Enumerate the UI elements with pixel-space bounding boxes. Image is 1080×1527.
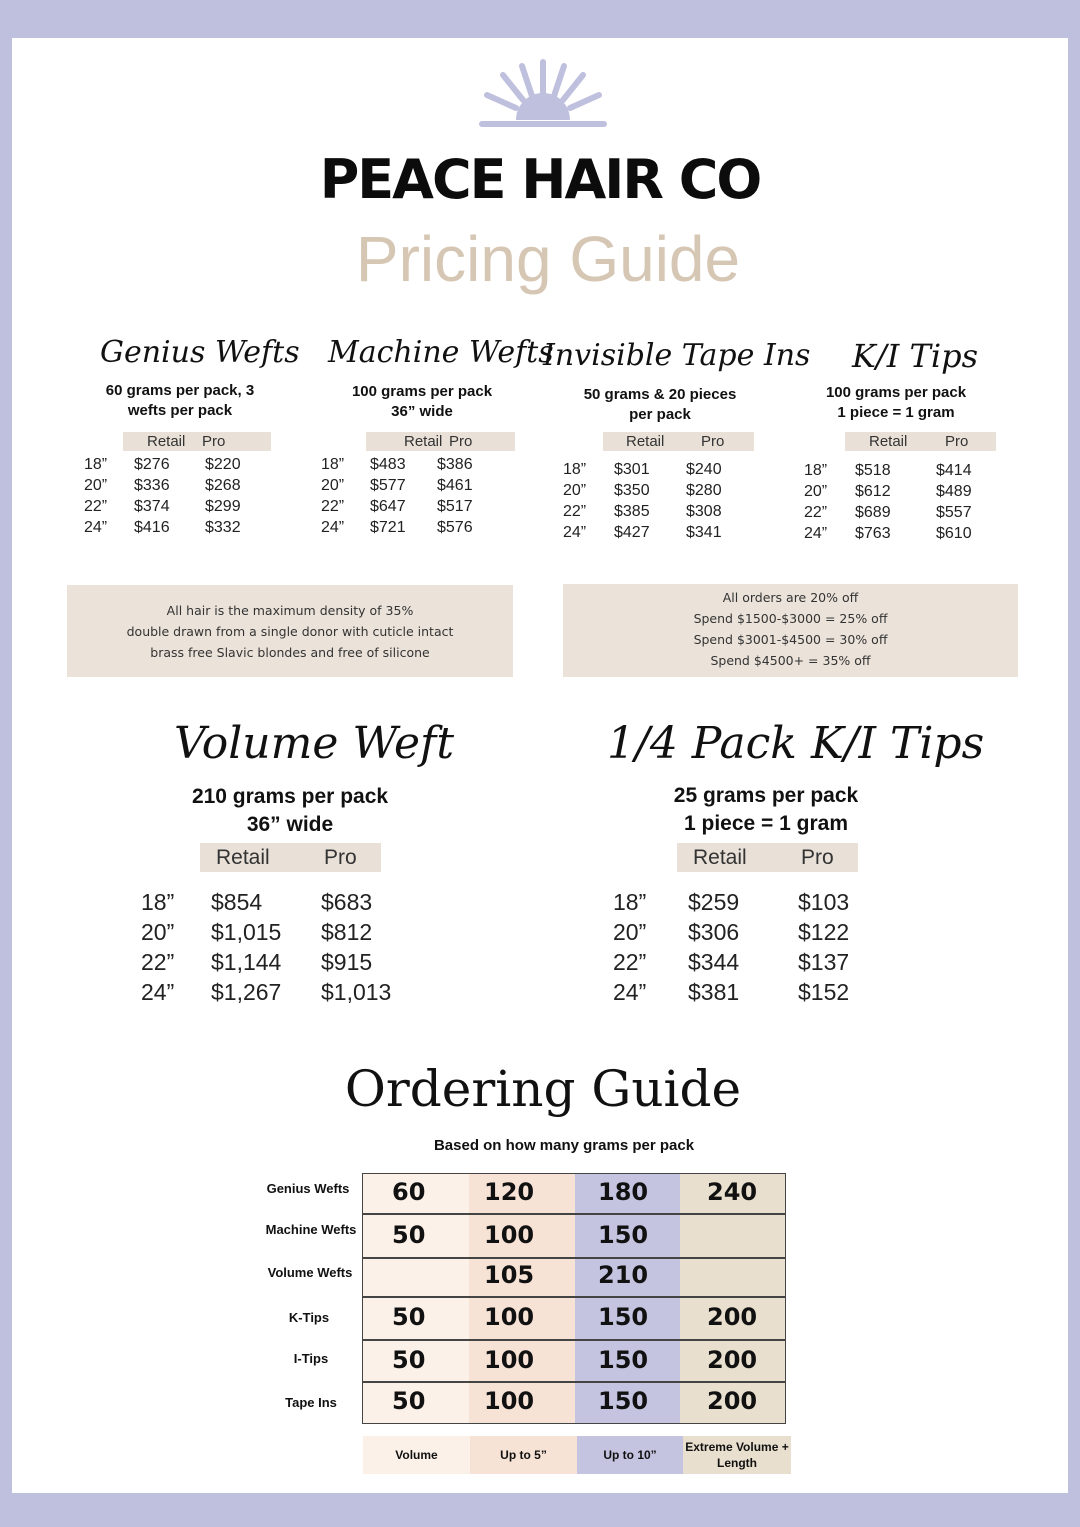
retail-header: Retail: [404, 433, 443, 450]
grid-divider: [362, 1257, 786, 1259]
pro-price: $280: [686, 482, 722, 499]
retail-header: Retail: [216, 846, 270, 869]
retail-price: $381: [688, 979, 740, 1005]
grid-value: 100: [484, 1221, 535, 1249]
price-row: [804, 483, 1064, 503]
retail-price: $301: [614, 461, 650, 478]
note-line: double drawn from a single donor with cuticle intact: [126, 624, 454, 639]
retail-price: $647: [370, 498, 406, 515]
retail-price: $689: [855, 504, 891, 521]
grid-value: 200: [707, 1346, 758, 1374]
length: 20”: [613, 919, 647, 945]
pro-price: $240: [686, 461, 722, 478]
retail-price: $344: [688, 949, 740, 975]
grid-value: 210: [598, 1261, 649, 1289]
price-row: [141, 949, 401, 976]
grid-value: 150: [598, 1221, 649, 1249]
price-row: [141, 889, 401, 916]
grid-value: 200: [707, 1387, 758, 1415]
length: 18”: [84, 456, 108, 473]
ordering-row-label: Machine Wefts: [265, 1222, 357, 1237]
pro-price: $489: [936, 483, 972, 500]
retail-header: Retail: [869, 433, 908, 450]
legend-item: Up to 10”: [577, 1436, 683, 1474]
length: 22”: [321, 498, 345, 515]
price-row: [141, 919, 401, 946]
pro-header: Pro: [324, 846, 357, 869]
length: 24”: [141, 979, 175, 1005]
retail-price: $306: [688, 919, 740, 945]
description-line: 36” wide: [391, 403, 453, 420]
price-row: [804, 462, 1064, 482]
note-line: Spend $4500+ = 35% off: [710, 653, 871, 668]
price-row: [321, 519, 581, 539]
grid-value: 150: [598, 1346, 649, 1374]
length: 18”: [141, 889, 175, 915]
retail-price: $854: [211, 889, 263, 915]
pro-price: $341: [686, 524, 722, 541]
price-row: [321, 456, 581, 476]
grid-value: 60: [392, 1178, 426, 1206]
pro-price: $122: [798, 919, 850, 945]
grid-value: 50: [392, 1346, 426, 1374]
length: 24”: [613, 979, 647, 1005]
retail-price: $259: [688, 889, 740, 915]
product-title: Invisible Tape Ins: [543, 338, 811, 373]
price-row: [321, 477, 581, 497]
price-row: [563, 482, 823, 502]
ordering-row-label: K-Tips: [288, 1310, 330, 1325]
length: 22”: [141, 949, 175, 975]
product-description: [560, 385, 760, 425]
pro-header: Pro: [449, 433, 473, 450]
grid-value: 180: [598, 1178, 649, 1206]
retail-price: $427: [614, 524, 650, 541]
price-row: [804, 525, 1064, 545]
price-header: [845, 432, 996, 451]
grid-value: 150: [598, 1387, 649, 1415]
length: 24”: [321, 519, 345, 536]
pro-price: $683: [321, 889, 373, 915]
price-header: [366, 432, 515, 451]
product-description: [796, 383, 996, 423]
grid-divider: [362, 1296, 786, 1298]
price-row: [141, 979, 401, 1006]
grid-value: 150: [598, 1303, 649, 1331]
price-row: [804, 504, 1064, 524]
grid-value: 240: [707, 1178, 758, 1206]
length: 22”: [563, 503, 587, 520]
note-line: Spend $3001-$4500 = 30% off: [693, 632, 888, 647]
product-description: [322, 382, 522, 422]
length: 24”: [804, 525, 828, 542]
price-row: [84, 519, 344, 539]
description-line: 60 grams per pack, 3: [105, 382, 255, 399]
retail-price: $721: [370, 519, 406, 536]
product-description: [160, 783, 420, 839]
legend-item: Up to 5”: [470, 1436, 577, 1474]
pro-price: $220: [205, 456, 241, 473]
grid-value: 100: [484, 1346, 535, 1374]
pro-price: $308: [686, 503, 722, 520]
grid-value: 50: [392, 1221, 426, 1249]
price-header: [200, 843, 381, 872]
pro-price: $812: [321, 919, 373, 945]
legend-item: Volume: [363, 1436, 470, 1474]
price-row: [613, 889, 873, 916]
length: 22”: [84, 498, 108, 515]
length: 18”: [613, 889, 647, 915]
pro-price: $103: [798, 889, 850, 915]
retail-header: Retail: [147, 433, 186, 450]
grid-value: 100: [484, 1303, 535, 1331]
pro-header: Pro: [945, 433, 969, 450]
retail-header: Retail: [626, 433, 665, 450]
grid-value: 200: [707, 1303, 758, 1331]
description-line: 210 grams per pack: [191, 785, 389, 808]
ordering-row-label: Genius Wefts: [266, 1181, 350, 1196]
page-subtitle: Pricing Guide: [355, 223, 741, 295]
hair-info-note: [67, 585, 513, 677]
ordering-row-label: Tape Ins: [285, 1395, 337, 1410]
brand-title: PEACE HAIR CO: [319, 148, 761, 211]
retail-price: $276: [134, 456, 170, 473]
price-header: [123, 432, 271, 451]
pro-price: $414: [936, 462, 972, 479]
description-line: 50 grams & 20 pieces: [583, 386, 737, 403]
grid-divider: [362, 1381, 786, 1383]
description-line: 1 piece = 1 gram: [683, 812, 848, 835]
grid-value: 50: [392, 1387, 426, 1415]
ordering-guide-subtitle: Based on how many grams per pack: [433, 1137, 695, 1154]
pro-price: $386: [437, 456, 473, 473]
product-title: K/I Tips: [852, 337, 978, 375]
pro-price: $1,013: [321, 979, 392, 1005]
price-row: [321, 498, 581, 518]
pro-header: Pro: [701, 433, 725, 450]
pro-price: $299: [205, 498, 241, 515]
description-line: wefts per pack: [127, 402, 233, 419]
length: 20”: [804, 483, 828, 500]
description-line: 1 piece = 1 gram: [837, 404, 955, 421]
length: 20”: [84, 477, 108, 494]
grid-divider: [362, 1339, 786, 1341]
retail-price: $385: [614, 503, 650, 520]
pro-price: $152: [798, 979, 850, 1005]
price-row: [613, 979, 873, 1006]
grid-value: 50: [392, 1303, 426, 1331]
ordering-grid: [362, 1173, 786, 1424]
retail-price: $763: [855, 525, 891, 542]
price-header: [677, 843, 858, 872]
ordering-guide-title: Ordering Guide: [344, 1060, 742, 1118]
pro-price: $332: [205, 519, 241, 536]
product-title: Genius Wefts: [100, 335, 300, 370]
product-description: [636, 782, 896, 838]
product-title: 1/4 Pack K/I Tips: [607, 718, 985, 769]
retail-price: $577: [370, 477, 406, 494]
pro-header: Pro: [801, 846, 834, 869]
grid-value: 105: [484, 1261, 535, 1289]
ordering-row-label: I-Tips: [293, 1351, 329, 1366]
retail-price: $1,015: [211, 919, 282, 945]
description-line: 100 grams per pack: [825, 384, 967, 401]
retail-price: $416: [134, 519, 170, 536]
price-row: [84, 498, 344, 518]
retail-price: $350: [614, 482, 650, 499]
pro-price: $557: [936, 504, 972, 521]
retail-price: $1,144: [211, 949, 282, 975]
note-line: Spend $1500-$3000 = 25% off: [693, 611, 888, 626]
length: 18”: [563, 461, 587, 478]
price-row: [563, 461, 823, 481]
length: 18”: [321, 456, 345, 473]
description-line: per pack: [629, 406, 691, 423]
pro-price: $576: [437, 519, 473, 536]
price-row: [84, 456, 344, 476]
length: 20”: [321, 477, 345, 494]
discount-note: [563, 584, 1018, 677]
retail-header: Retail: [693, 846, 747, 869]
pro-price: $517: [437, 498, 473, 515]
price-row: [613, 949, 873, 976]
ordering-row-label: Volume Wefts: [267, 1265, 353, 1280]
description-line: 25 grams per pack: [673, 784, 859, 807]
length: 24”: [563, 524, 587, 541]
retail-price: $483: [370, 456, 406, 473]
pro-price: $915: [321, 949, 373, 975]
grid-value: 100: [484, 1387, 535, 1415]
pro-price: $461: [437, 477, 473, 494]
sun-logo-icon: [478, 58, 608, 130]
note-line: All orders are 20% off: [722, 590, 859, 605]
product-title: Volume Weft: [174, 718, 455, 769]
product-description: [80, 381, 280, 421]
grid-divider: [362, 1213, 786, 1215]
price-row: [84, 477, 344, 497]
price-header: [603, 432, 754, 451]
pro-header: Pro: [202, 433, 226, 450]
price-row: [563, 524, 823, 544]
description-line: 100 grams per pack: [351, 383, 493, 400]
description-line: 36” wide: [246, 813, 334, 836]
pro-price: $610: [936, 525, 972, 542]
price-row: [563, 503, 823, 523]
price-row: [613, 919, 873, 946]
note-line: brass free Slavic blondes and free of silicone: [150, 645, 430, 660]
product-title: Machine Wefts: [328, 335, 554, 370]
note-line: All hair is the maximum density of 35%: [166, 603, 414, 618]
retail-price: $374: [134, 498, 170, 515]
retail-price: $612: [855, 483, 891, 500]
length: 20”: [141, 919, 175, 945]
length: 24”: [84, 519, 108, 536]
retail-price: $1,267: [211, 979, 282, 1005]
grid-value: 120: [484, 1178, 535, 1206]
legend-item: Extreme Volume + Length: [683, 1436, 791, 1474]
retail-price: $518: [855, 462, 891, 479]
length: 20”: [563, 482, 587, 499]
pro-price: $268: [205, 477, 241, 494]
retail-price: $336: [134, 477, 170, 494]
length: 22”: [804, 504, 828, 521]
pro-price: $137: [798, 949, 850, 975]
length: 18”: [804, 462, 828, 479]
length: 22”: [613, 949, 647, 975]
